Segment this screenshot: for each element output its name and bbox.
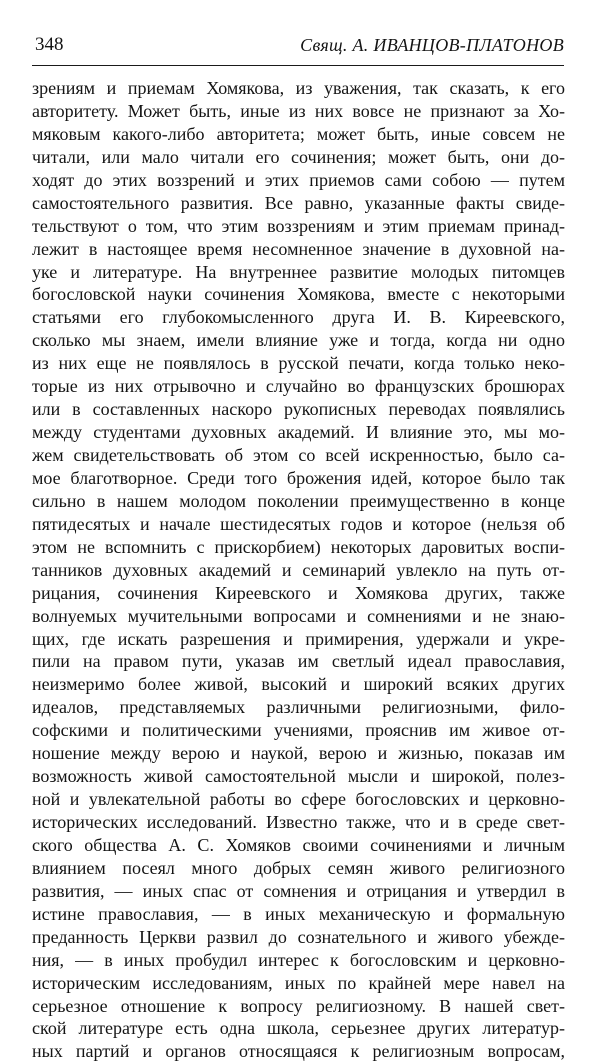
- text-line: софскими и политическими учениями, прояснив им живое от-: [32, 720, 565, 741]
- text-line: между студентами духовных академий. И влияние это, мы мо-: [32, 422, 565, 443]
- text-line: лежит в настоящее время несомненное значение в духовной на-: [32, 238, 565, 259]
- text-line: этом не вспомнить с прискорбием) некоторых даровитых воспи-: [32, 536, 565, 557]
- text-line: рицания, сочинения Киреевского и Хомякова других, также: [32, 582, 565, 603]
- text-line: идеалов, представляемых различными религиозными, фило-: [32, 697, 565, 718]
- text-line: возможность живой самостоятельной мысли и широкой, полез-: [32, 766, 565, 787]
- text-line: жем свидетельствовать об этом со всей искренностью, было са-: [32, 445, 565, 465]
- text-line: тельствуют о том, что этим воззрениям и этим приемам принад-: [32, 215, 565, 236]
- text-line: торые из них отрывочно и случайно во французских брошюрах: [32, 376, 565, 397]
- text-line: мяковым какого-либо авторитета; может быть, иные совсем не: [32, 123, 565, 144]
- text-line: из них еще не появлялось в русской печати, когда только неко-: [32, 353, 565, 374]
- header-rule: [32, 65, 564, 66]
- text-line: историческим исследованиям, иных по крайней мере навел на: [32, 972, 565, 993]
- text-line: сильно в нашем молодом поколении преимущественно в конце: [32, 490, 565, 511]
- text-line: ской литературе есть одна школа, серьезнее других литератур-: [32, 1018, 565, 1039]
- text-line: мое благотворное. Среди того брожения идей, которое было так: [32, 467, 565, 488]
- text-line: статьями его глубокомысленного друга И. В. Киреевского,: [32, 307, 565, 328]
- text-line: влиянием посеял много добрых семян живого религиозного: [32, 857, 565, 878]
- text-line: ной и увлекательной работы во сфере богословских и церковно-: [32, 789, 565, 810]
- text-line: богословской науки сочинения Хомякова, вместе с некоторыми: [32, 284, 565, 305]
- text-line: читали, или мало читали его сочинения; может быть, они до-: [32, 146, 565, 167]
- text-line: волнуемых мучительными вопросами и сомнениями и не знаю-: [32, 605, 565, 626]
- text-line: исторических исследований. Известно также, что и в среде свет-: [32, 812, 565, 832]
- text-line: преданность Церкви развил до сознательного и живого убежде-: [32, 926, 565, 947]
- text-line: ского общества А. С. Хомяков своими сочинениями и личным: [32, 834, 565, 855]
- text-line: истине православия, — в иных механическую и формальную: [32, 903, 565, 924]
- text-line: серьезное отношение к вопросу религиозному. В нашей свет-: [32, 995, 565, 1016]
- text-line: или в составленных наскоро рукописных переводах появлялись: [32, 399, 565, 420]
- page-number: 348: [35, 34, 64, 55]
- text-line: ных партий и органов относящаяся к религиозным вопросам,: [32, 1041, 565, 1062]
- page-header: [32, 31, 564, 59]
- text-line: ходят до этих воззрений и этих приемов сами собою — путем: [32, 169, 565, 190]
- text-line: развития, — иных спас от сомнения и отрицания и утвердил в: [32, 880, 565, 901]
- text-line: сколько мы знаем, имели влияние уже и тогда, когда ни одно: [32, 330, 565, 351]
- body-text: [32, 77, 565, 1063]
- text-line: уке и литературе. На внутреннее развитие молодых питомцев: [32, 261, 565, 282]
- text-line: самостоятельного развития. Все равно, указанные факты свиде-: [32, 192, 565, 213]
- text-line: авторитету. Может быть, иные из них вовсе не признают за Хо-: [32, 100, 565, 121]
- text-line: зрениям и приемам Хомякова, из уважения, так сказать, к его: [32, 78, 565, 98]
- text-line: неизмеримо более живой, высокий и широкий всяких других: [32, 674, 565, 695]
- text-line: ния, — в иных пробудил интерес к богословским и церковно-: [32, 949, 565, 970]
- running-head: Свящ. А. ИВАНЦОВ-ПЛАТОНОВ: [300, 35, 564, 55]
- text-line: пятидесятых и начале шестидесятых годов и которое (нельзя об: [32, 513, 565, 534]
- text-line: ношение между верою и наукой, верою и жизнью, показав им: [32, 743, 565, 764]
- text-line: танников духовных академий и семинарий увлекло на путь от-: [32, 559, 565, 580]
- text-line: щих, где искать разрешения и примирения, удержали и укре-: [32, 628, 565, 649]
- text-line: пили на правом пути, указав им светлый идеал православия,: [32, 651, 565, 672]
